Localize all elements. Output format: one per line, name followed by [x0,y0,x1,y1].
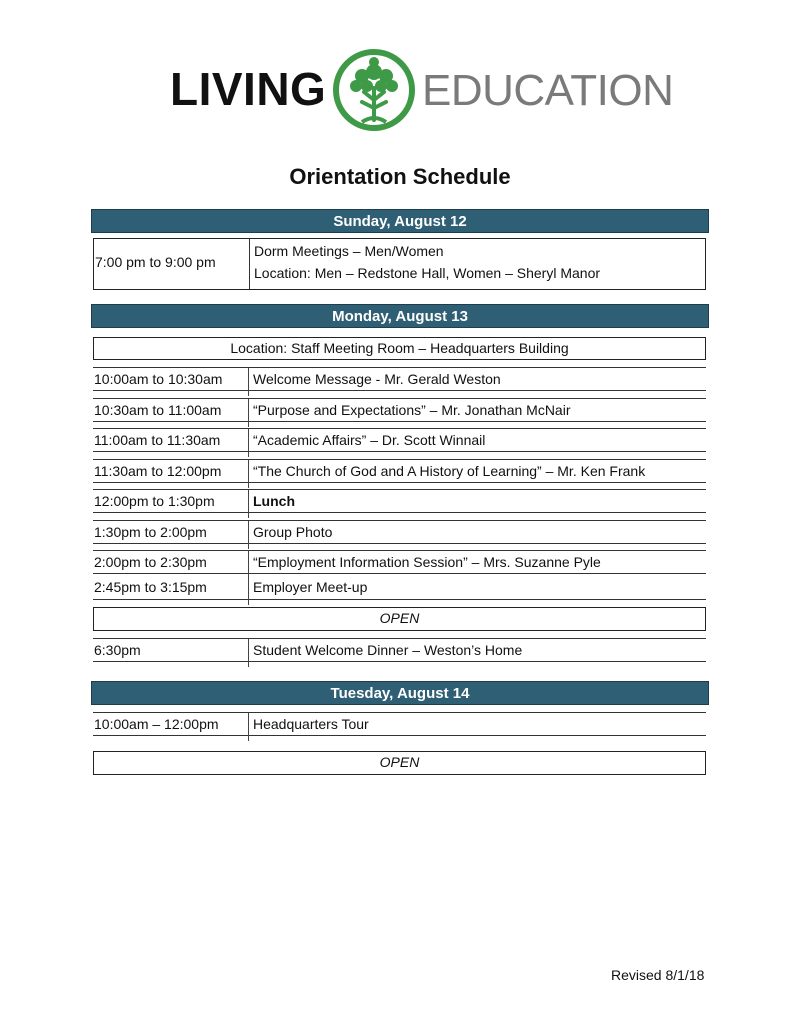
row-desc-lunch: Lunch [253,493,295,509]
row-time: 2:00pm to 2:30pm [94,554,207,570]
table-row [93,520,706,544]
row-time: 2:45pm to 3:15pm [94,579,207,595]
column-divider [248,429,249,457]
tuesday-open-slot [93,751,706,775]
column-divider [248,521,249,549]
living-education-logo [170,44,674,134]
open-label: OPEN [379,610,420,626]
table-row [93,398,706,422]
monday-open-slot [93,607,706,631]
monday-location [93,337,706,360]
row-desc: Employer Meet-up [253,579,368,595]
open-label: OPEN [379,754,420,770]
column-divider [248,713,249,741]
monday-header: Monday, August 13 [91,304,709,328]
column-divider [248,639,249,667]
sunday-time: 7:00 pm to 9:00 pm [95,254,216,270]
table-row [93,489,706,513]
table-row [93,459,706,483]
sunday-header: Sunday, August 12 [91,209,709,233]
sunday-row [93,238,706,290]
logo-word-living: LIVING [170,63,327,115]
column-divider [248,576,249,605]
row-desc: Headquarters Tour [253,716,369,732]
table-row [93,638,706,662]
column-divider [248,460,249,488]
column-divider [249,239,250,289]
row-desc: Group Photo [253,524,333,540]
column-divider [248,399,249,427]
row-desc: “Academic Affairs” – Dr. Scott Winnail [253,432,486,448]
row-desc: Student Welcome Dinner – Weston’s Home [253,642,523,658]
row-time: 10:00am to 10:30am [94,371,223,387]
column-divider [248,490,249,518]
monday-location-text: Location: Staff Meeting Room – Headquarters Building [230,340,569,356]
column-divider [248,551,249,579]
row-desc: “Purpose and Expectations” – Mr. Jonathan McNair [253,402,571,418]
row-time: 1:30pm to 2:00pm [94,524,207,540]
row-time: 11:30am to 12:00pm [94,463,222,479]
table-row [93,712,706,736]
row-time: 11:00am to 11:30am [94,432,221,448]
sunday-location: Location: Men – Redstone Hall, Women – Sheryl Manor [254,265,601,281]
row-desc: Welcome Message - Mr. Gerald Weston [253,371,501,387]
page-title: Orientation Schedule [289,164,511,189]
row-time: 6:30pm [94,642,141,658]
tree-logo-icon [332,48,416,132]
column-divider [248,368,249,396]
table-row [93,550,706,574]
tuesday-header: Tuesday, August 14 [91,681,709,705]
table-row [93,367,706,391]
row-desc: “Employment Information Session” – Mrs. Suzanne Pyle [253,554,601,570]
row-time: 12:00pm to 1:30pm [94,493,215,509]
table-row [93,576,706,600]
table-row [93,428,706,452]
row-time: 10:30am to 11:00am [94,402,222,418]
sunday-event: Dorm Meetings – Men/Women [254,243,444,259]
revised-date: Revised 8/1/18 [611,967,705,983]
logo-word-education: EDUCATION [422,66,674,115]
row-time: 10:00am – 12:00pm [94,716,219,732]
row-desc: “The Church of God and A History of Learning” – Mr. Ken Frank [253,463,646,479]
